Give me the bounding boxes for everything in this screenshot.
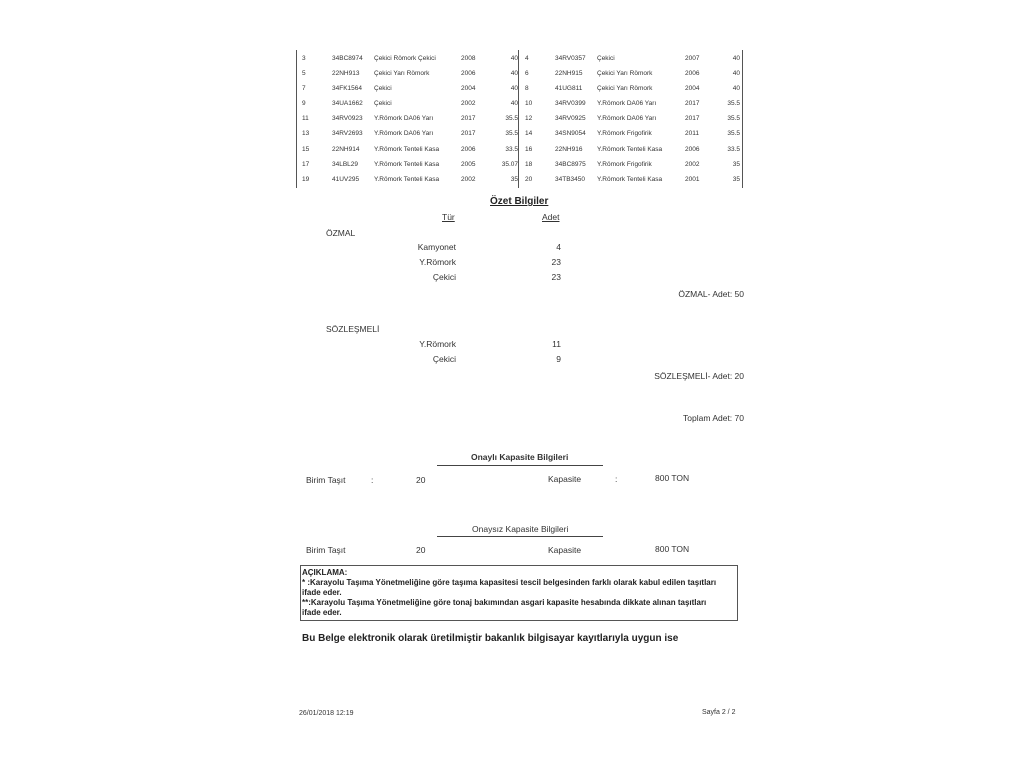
- cell-type: Çekici: [597, 55, 615, 62]
- cell-year: 2002: [685, 161, 700, 168]
- cell-type: Y.Römork DA06 Yarı: [597, 115, 657, 122]
- cell-year: 2006: [685, 70, 700, 77]
- cell-capacity: 40: [732, 55, 740, 62]
- table-row: [296, 55, 743, 70]
- cell-capacity: 33.5: [727, 146, 740, 153]
- cell-year: 2008: [461, 55, 476, 62]
- explanation-line: **:Karayolu Taşıma Yönetmeliğine göre tonaj bakımından asgari kapasite hesabında dikkate alınan taşıtları: [302, 598, 707, 607]
- electronic-document-statement: Bu Belge elektronik olarak üretilmiştir bakanlık bilgisayar kayıtlarıyla uygun ise: [302, 633, 679, 644]
- cell-capacity: 40: [732, 70, 740, 77]
- cell-year: 2006: [461, 70, 476, 77]
- cell-type: Y.Römork DA06 Yarı: [597, 100, 657, 107]
- sozlesmeli-total: SÖZLEŞMELİ- Adet: 20: [654, 371, 744, 381]
- cell-plate: 34LBL29: [332, 161, 359, 168]
- ozmal-item-type: Kamyonet: [417, 242, 456, 252]
- sozlesmeli-item-count: 11: [552, 339, 561, 349]
- table-row: [296, 100, 743, 115]
- ozmal-item-count: 4: [556, 242, 561, 252]
- ozmal-item-type: Y.Römork: [419, 257, 456, 267]
- cell-plate: 34FK1564: [332, 85, 362, 92]
- cell-no: 6: [525, 70, 529, 77]
- cell-capacity: 35: [732, 176, 740, 183]
- explanation-box: [300, 565, 738, 621]
- cell-plate: 34RV2693: [332, 130, 363, 137]
- cell-type: Çekici Römork Çekici: [374, 55, 436, 62]
- cell-capacity: 35: [732, 161, 740, 168]
- cell-type: Çekici: [374, 100, 392, 107]
- cell-capacity: 35.5: [727, 100, 740, 107]
- cell-capacity: 35.07: [501, 161, 518, 168]
- approved-unit-colon: :: [371, 475, 374, 485]
- vehicle-table: [296, 50, 743, 188]
- cell-no: 14: [525, 130, 533, 137]
- cell-type: Çekici Yarı Römork: [597, 85, 653, 92]
- table-row: [296, 85, 743, 100]
- cell-no: 8: [525, 85, 529, 92]
- cell-plate: 22NH915: [555, 70, 583, 77]
- cell-plate: 34BC8975: [555, 161, 586, 168]
- summary-title: Özet Bilgiler: [490, 196, 549, 207]
- cell-capacity: 40: [510, 100, 518, 107]
- cell-no: 11: [302, 115, 309, 122]
- explanation-line: ifade eder.: [302, 588, 342, 597]
- unapproved-unit-value: 20: [416, 545, 426, 555]
- cell-no: 18: [525, 161, 533, 168]
- cell-type: Y.Römork Frigofirik: [597, 161, 652, 168]
- cell-type: Y.Römork Tenteli Kasa: [374, 161, 440, 168]
- cell-year: 2001: [685, 176, 700, 183]
- explanation-line: * :Karayolu Taşıma Yönetmeliğine göre taşıma kapasitesi tescil belgesinden farklı olarak kabul edilen taşıtları: [302, 578, 717, 587]
- print-timestamp: 26/01/2018 12:19: [299, 710, 354, 717]
- cell-plate: 34RV0399: [555, 100, 586, 107]
- approved-unit-label: Birim Taşıt: [306, 475, 346, 485]
- cell-capacity: 35: [510, 176, 518, 183]
- cell-year: 2017: [461, 115, 476, 122]
- ozmal-label: ÖZMAL: [326, 228, 356, 238]
- cell-type: Y.Römork Tenteli Kasa: [374, 176, 440, 183]
- cell-capacity: 40: [732, 85, 740, 92]
- ozmal-item-count: 23: [551, 272, 561, 282]
- cell-year: 2011: [685, 130, 699, 137]
- cell-no: 12: [525, 115, 533, 122]
- summary-col-count: Adet: [542, 212, 560, 222]
- cell-year: 2006: [685, 146, 700, 153]
- cell-plate: 22NH913: [332, 70, 360, 77]
- cell-year: 2002: [461, 100, 476, 107]
- cell-no: 13: [302, 130, 310, 137]
- sozlesmeli-item-count: 9: [556, 354, 561, 364]
- cell-capacity: 35.5: [727, 130, 740, 137]
- ozmal-item-count: 23: [551, 257, 561, 267]
- cell-plate: 41UG811: [555, 85, 583, 92]
- cell-type: Y.Römork DA06 Yarı: [374, 130, 434, 137]
- table-row: [296, 115, 743, 130]
- cell-no: 15: [302, 146, 310, 153]
- cell-capacity: 35.5: [505, 130, 518, 137]
- cell-year: 2005: [461, 161, 476, 168]
- cell-plate: 34RV0357: [555, 55, 586, 62]
- approved-capacity-title: Onaylı Kapasite Bilgileri: [471, 452, 569, 462]
- cell-no: 5: [302, 70, 306, 77]
- cell-plate: 34RV0923: [332, 115, 363, 122]
- ozmal-item-type: Çekici: [432, 272, 456, 282]
- cell-type: Çekici Yarı Römork: [597, 70, 653, 77]
- cell-type: Çekici Yarı Römork: [374, 70, 430, 77]
- cell-type: Y.Römork DA06 Yarı: [374, 115, 434, 122]
- table-row: [296, 130, 743, 145]
- cell-capacity: 40: [510, 55, 518, 62]
- unapproved-capacity-value: 800 TON: [655, 544, 690, 554]
- explanation-line: ifade eder.: [302, 608, 342, 617]
- ozmal-total: ÖZMAL- Adet: 50: [678, 289, 744, 299]
- cell-no: 19: [302, 176, 310, 183]
- cell-capacity: 40: [510, 70, 518, 77]
- cell-capacity: 40: [510, 85, 518, 92]
- cell-year: 2002: [461, 176, 476, 183]
- explanation-heading: AÇIKLAMA:: [302, 568, 348, 577]
- approved-title-rule: [437, 465, 603, 466]
- sozlesmeli-item-type: Y.Römork: [419, 339, 456, 349]
- approved-capacity-colon: :: [615, 474, 618, 484]
- cell-no: 3: [302, 55, 306, 62]
- cell-type: Y.Römork Tenteli Kasa: [374, 146, 440, 153]
- cell-no: 16: [525, 146, 533, 153]
- cell-type: Y.Römork Frigofirik: [597, 130, 652, 137]
- cell-year: 2004: [685, 85, 700, 92]
- approved-capacity-value: 800 TON: [655, 473, 690, 483]
- cell-plate: 22NH916: [555, 146, 583, 153]
- cell-type: Y.Römork Tenteli Kasa: [597, 146, 663, 153]
- cell-year: 2004: [461, 85, 476, 92]
- approved-capacity-label: Kapasite: [548, 474, 582, 484]
- cell-no: 10: [525, 100, 533, 107]
- table-row: [296, 146, 743, 161]
- cell-plate: 34SN9054: [555, 130, 586, 137]
- cell-plate: 41UV295: [332, 176, 360, 183]
- table-row: [296, 176, 743, 191]
- unapproved-unit-label: Birim Taşıt: [306, 545, 346, 555]
- cell-capacity: 35.5: [505, 115, 518, 122]
- cell-capacity: 35.5: [727, 115, 740, 122]
- summary-col-type: Tür: [442, 212, 455, 222]
- cell-capacity: 33.5: [505, 146, 518, 153]
- cell-year: 2006: [461, 146, 476, 153]
- cell-year: 2017: [461, 130, 476, 137]
- cell-no: 7: [302, 85, 306, 92]
- cell-type: Çekici: [374, 85, 392, 92]
- sozlesmeli-label: SÖZLEŞMELİ: [326, 324, 380, 334]
- cell-no: 4: [525, 55, 529, 62]
- cell-no: 9: [302, 100, 306, 107]
- cell-no: 17: [302, 161, 310, 168]
- cell-plate: 34RV0925: [555, 115, 586, 122]
- grand-total: Toplam Adet: 70: [683, 413, 744, 423]
- cell-plate: 22NH914: [332, 146, 360, 153]
- cell-no: 20: [525, 176, 533, 183]
- cell-year: 2017: [685, 100, 700, 107]
- cell-plate: 34BC8974: [332, 55, 363, 62]
- unapproved-title-rule: [437, 536, 603, 537]
- approved-unit-value: 20: [416, 475, 426, 485]
- cell-year: 2007: [685, 55, 700, 62]
- unapproved-capacity-title: Onaysız Kapasite Bilgileri: [472, 524, 569, 534]
- sozlesmeli-item-type: Çekici: [432, 354, 456, 364]
- table-row: [296, 70, 743, 85]
- cell-type: Y.Römork Tenteli Kasa: [597, 176, 663, 183]
- cell-plate: 34TB3450: [555, 176, 585, 183]
- page-number: Sayfa 2 / 2: [702, 709, 736, 716]
- unapproved-capacity-label: Kapasite: [548, 545, 582, 555]
- cell-year: 2017: [685, 115, 700, 122]
- table-row: [296, 161, 743, 176]
- cell-plate: 34UA1662: [332, 100, 363, 107]
